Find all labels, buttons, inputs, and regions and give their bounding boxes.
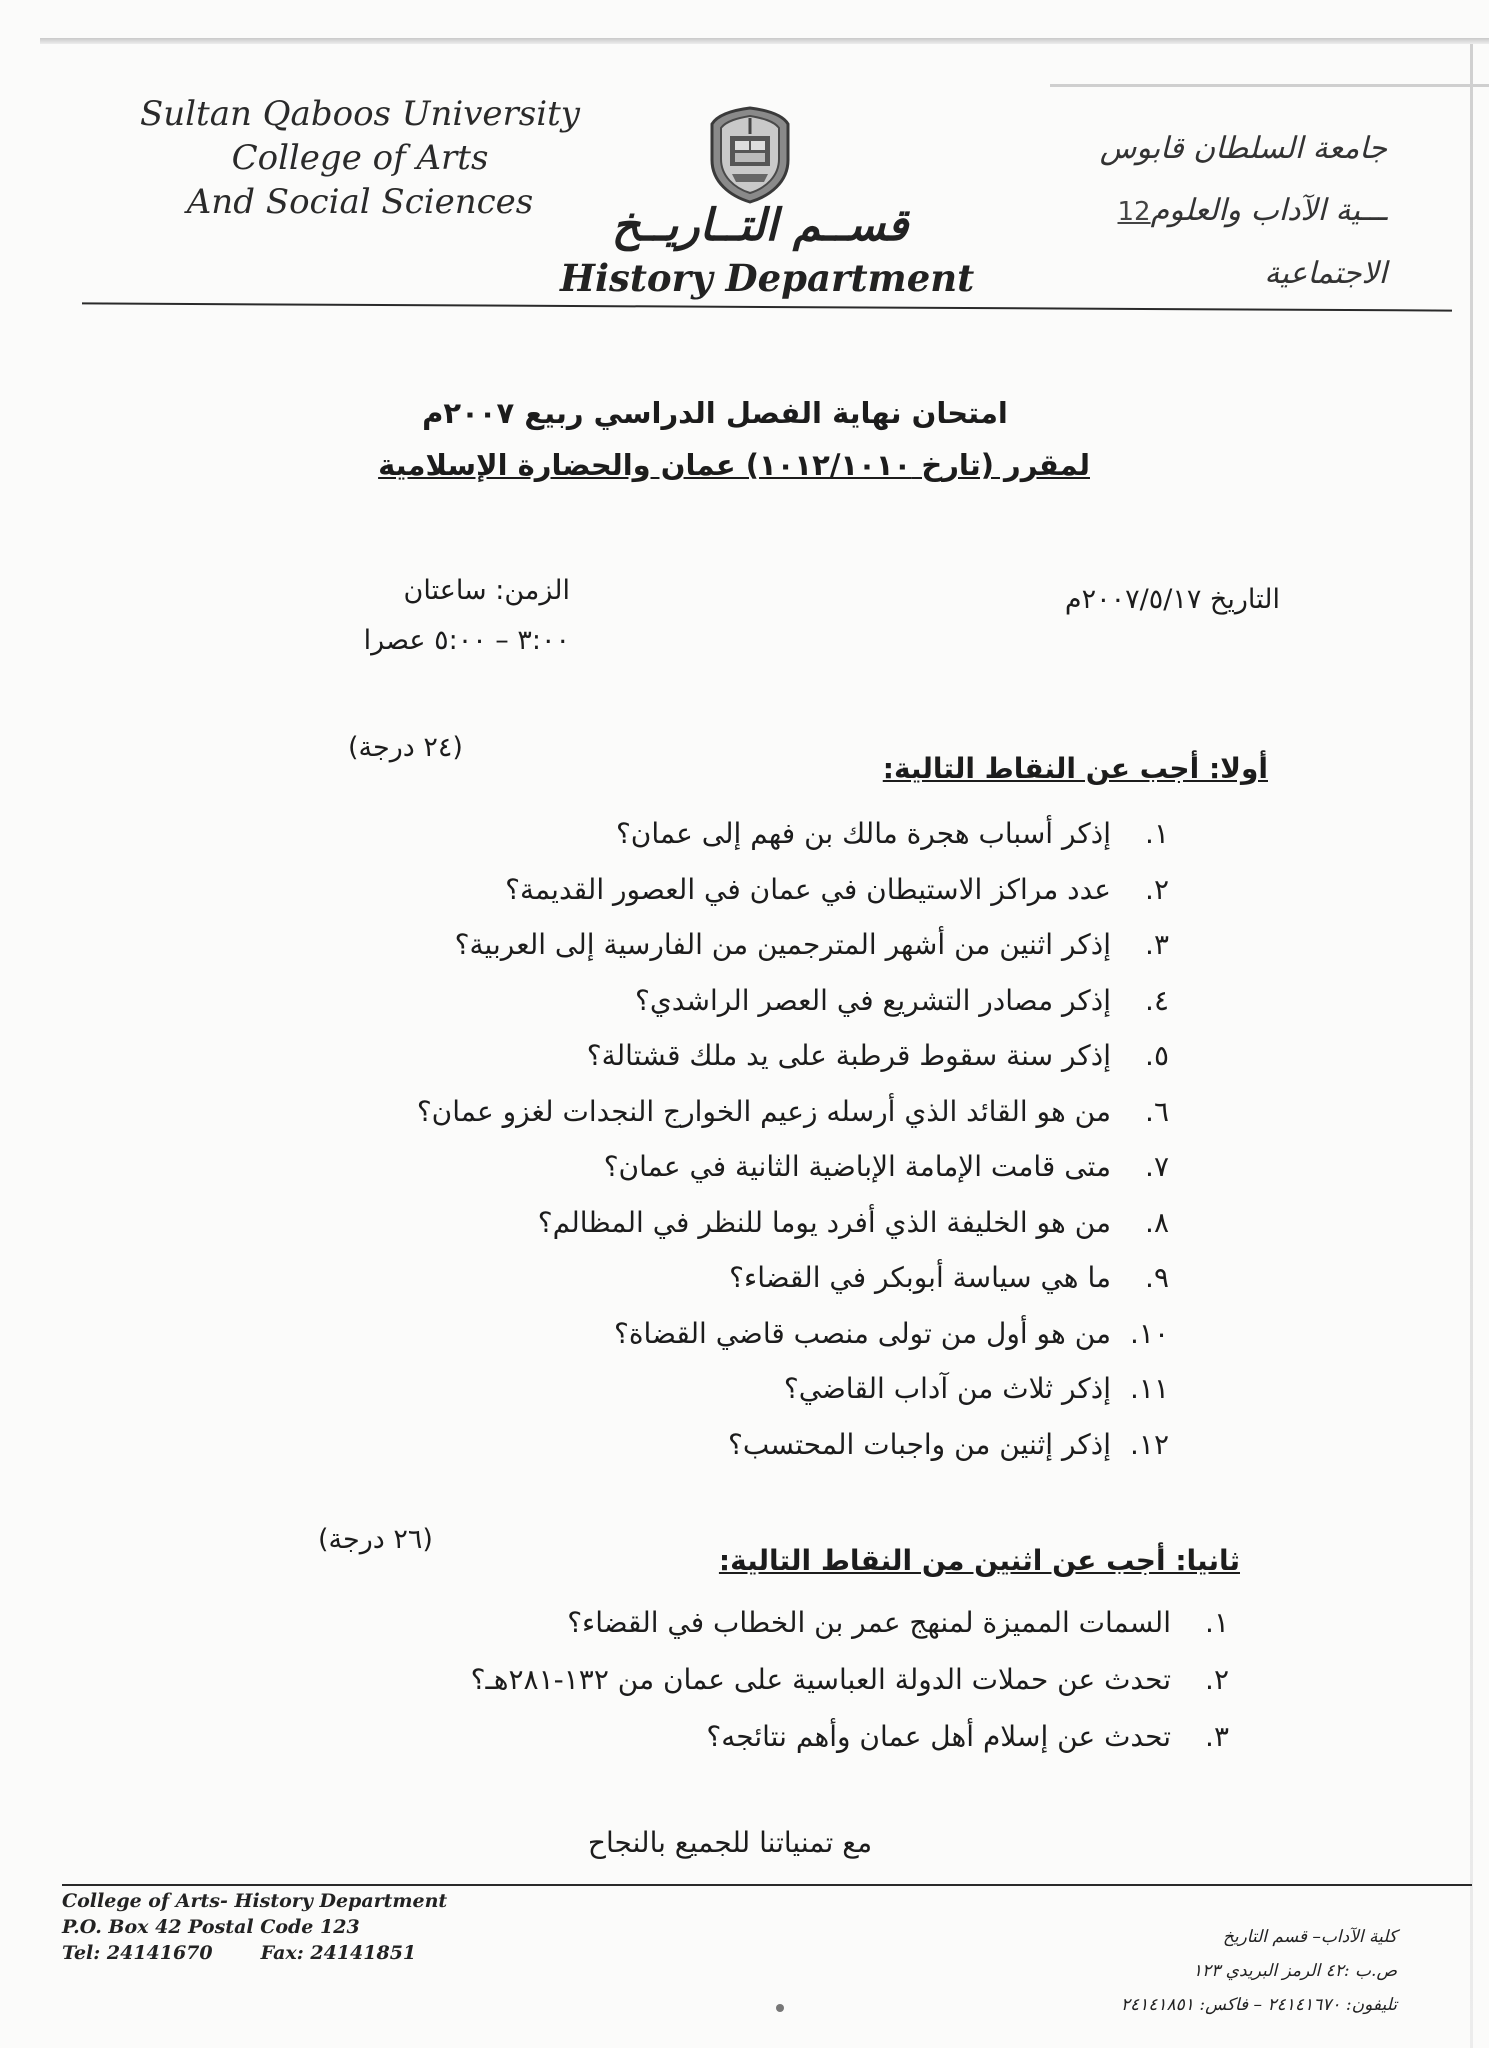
question-item: [417, 1195, 1169, 1251]
footer-fax: Fax: 24141851: [260, 1942, 417, 1964]
section1-marks: (٢٤ درجة): [348, 732, 463, 763]
exam-title: امتحان نهاية الفصل الدراسي ربيع ٢٠٠٧م: [422, 396, 1008, 430]
section2-marks: (٢٦ درجة): [318, 1524, 433, 1555]
footer-dept-line: College of Arts- History Department: [62, 1890, 448, 1912]
question-number: ٥.: [1145, 1039, 1169, 1072]
footer-postal-line-ar: ص.ب :٤٢ الرمز البريدي ١٢٣: [1192, 1961, 1397, 1981]
question-text: إذكر أسباب هجرة مالك بن فهم إلى عمان؟: [615, 817, 1111, 850]
university-name-en: [100, 92, 620, 224]
scan-edge: [40, 38, 1489, 44]
section2-questions: [471, 1594, 1229, 1765]
question-number: ٧.: [1145, 1150, 1169, 1183]
question-number: ٤.: [1145, 983, 1169, 1017]
department-name-ar: قســم التــاريــخ: [611, 200, 909, 251]
question-number: ٣.: [1205, 1720, 1229, 1753]
question-text: إذكر إثنين من واجبات المحتسب؟: [727, 1427, 1111, 1461]
footer-contact-line-ar: تليفون: ٢٤١٤١٦٧٠ – فاكس: ٢٤١٤١٨٥١: [1120, 1995, 1397, 2015]
closing-wish: مع تمنياتنا للجميع بالنجاح: [587, 1826, 873, 1859]
question-number: ١.: [1205, 1606, 1229, 1639]
section1-questions: [417, 806, 1169, 1472]
university-line: Sultan Qaboos University: [139, 94, 580, 134]
scan-edge: [1470, 44, 1473, 2048]
question-number: ٨.: [1145, 1205, 1169, 1239]
question-text: من هو القائد الذي أرسله زعيم الخوارج النجدات لغزو عمان؟: [416, 1094, 1111, 1128]
college-line: And Social Sciences: [186, 182, 534, 222]
college-line-ar: الاجتماعية: [1264, 256, 1387, 291]
college-line: College of Arts: [231, 138, 489, 178]
department-name-en: History Department: [560, 256, 975, 300]
question-item: [471, 1651, 1229, 1708]
exam-time-range: ٣:٠٠ – ٥:٠٠ عصرا: [363, 625, 570, 656]
college-text: ـــية الآداب والعلوم: [1150, 193, 1387, 228]
question-text: إذكر اثنين من أشهر المترجمين من الفارسية إلى العربية؟: [454, 928, 1111, 961]
footer-dept-line-ar: كلية الآداب– قسم التاريخ: [1222, 1927, 1397, 1947]
question-item: [417, 1250, 1169, 1306]
footer-contact-line: [62, 1940, 582, 1966]
university-crest-icon: [708, 104, 792, 204]
footer-postal-line: P.O. Box 42 Postal Code 123: [62, 1916, 360, 1938]
question-text: إذكر مصادر التشريع في العصر الراشدي؟: [635, 983, 1111, 1017]
footer-divider: [62, 1884, 1472, 1886]
question-number: ١١.: [1130, 1372, 1169, 1405]
question-text: إذكر سنة سقوط قرطبة على يد ملك قشتالة؟: [586, 1039, 1111, 1072]
exam-duration: الزمن: ساعتان: [403, 575, 570, 606]
question-number: ١٠.: [1130, 1316, 1169, 1350]
question-item: [471, 1594, 1229, 1651]
question-item: [417, 1139, 1169, 1195]
scan-speck: [776, 2004, 784, 2012]
question-number: ٣.: [1145, 928, 1169, 961]
question-text: من هو الخليفة الذي أفرد يوما للنظر في المظالم؟: [537, 1205, 1111, 1239]
exam-date: التاريخ ٢٠٠٧/٥/١٧م: [1064, 584, 1280, 615]
section1-heading: أولا: أجب عن النقاط التالية:: [882, 752, 1268, 785]
question-text: إذكر ثلاث من آداب القاضي؟: [783, 1372, 1111, 1405]
footer-address-en: [62, 1888, 582, 1966]
question-text: عدد مراكز الاستيطان في عمان في العصور القديمة؟: [505, 872, 1111, 906]
question-item: [417, 1306, 1169, 1362]
question-text: ما هي سياسة أبوبكر في القضاء؟: [729, 1261, 1111, 1294]
question-item: [471, 1708, 1229, 1765]
handwritten-number: 12: [1117, 197, 1151, 227]
question-text: السمات المميزة لمنهج عمر بن الخطاب في القضاء؟: [567, 1606, 1171, 1639]
footer-tel: Tel: 24141670: [62, 1942, 213, 1964]
university-line-ar: جامعة السلطان قابوس: [1099, 131, 1387, 166]
question-text: تحدث عن حملات الدولة العباسية على عمان من ١٣٢-٢٨١هـ؟: [470, 1663, 1171, 1696]
scan-edge: [1050, 84, 1489, 87]
exam-time: [300, 566, 570, 666]
question-text: تحدث عن إسلام أهل عمان وأهم نتائجه؟: [706, 1720, 1171, 1753]
question-item: [417, 1361, 1169, 1417]
question-item: [417, 1028, 1169, 1084]
course-title: لمقرر (تارخ ١٠١٢/١٠١٠) عمان والحضارة الإسلامية: [378, 448, 1090, 482]
question-text: متى قامت الإمامة الإباضية الثانية في عمان؟: [603, 1150, 1111, 1183]
question-number: ٦.: [1145, 1094, 1169, 1128]
footer-address-ar: [837, 1920, 1397, 2022]
question-number: ١.: [1145, 817, 1169, 850]
question-number: ٢.: [1145, 872, 1169, 906]
question-number: ٩.: [1145, 1261, 1169, 1294]
question-item: [417, 917, 1169, 973]
question-item: [417, 1417, 1169, 1473]
question-text: من هو أول من تولى منصب قاضي القضاة؟: [614, 1316, 1111, 1350]
section2-heading: ثانيا: أجب عن اثنين من النقاط التالية:: [718, 1544, 1240, 1577]
question-item: [417, 862, 1169, 918]
question-item: [417, 806, 1169, 862]
question-number: ٢.: [1205, 1663, 1229, 1696]
question-number: ١٢.: [1130, 1427, 1169, 1461]
question-item: [417, 1084, 1169, 1140]
question-item: [417, 973, 1169, 1029]
